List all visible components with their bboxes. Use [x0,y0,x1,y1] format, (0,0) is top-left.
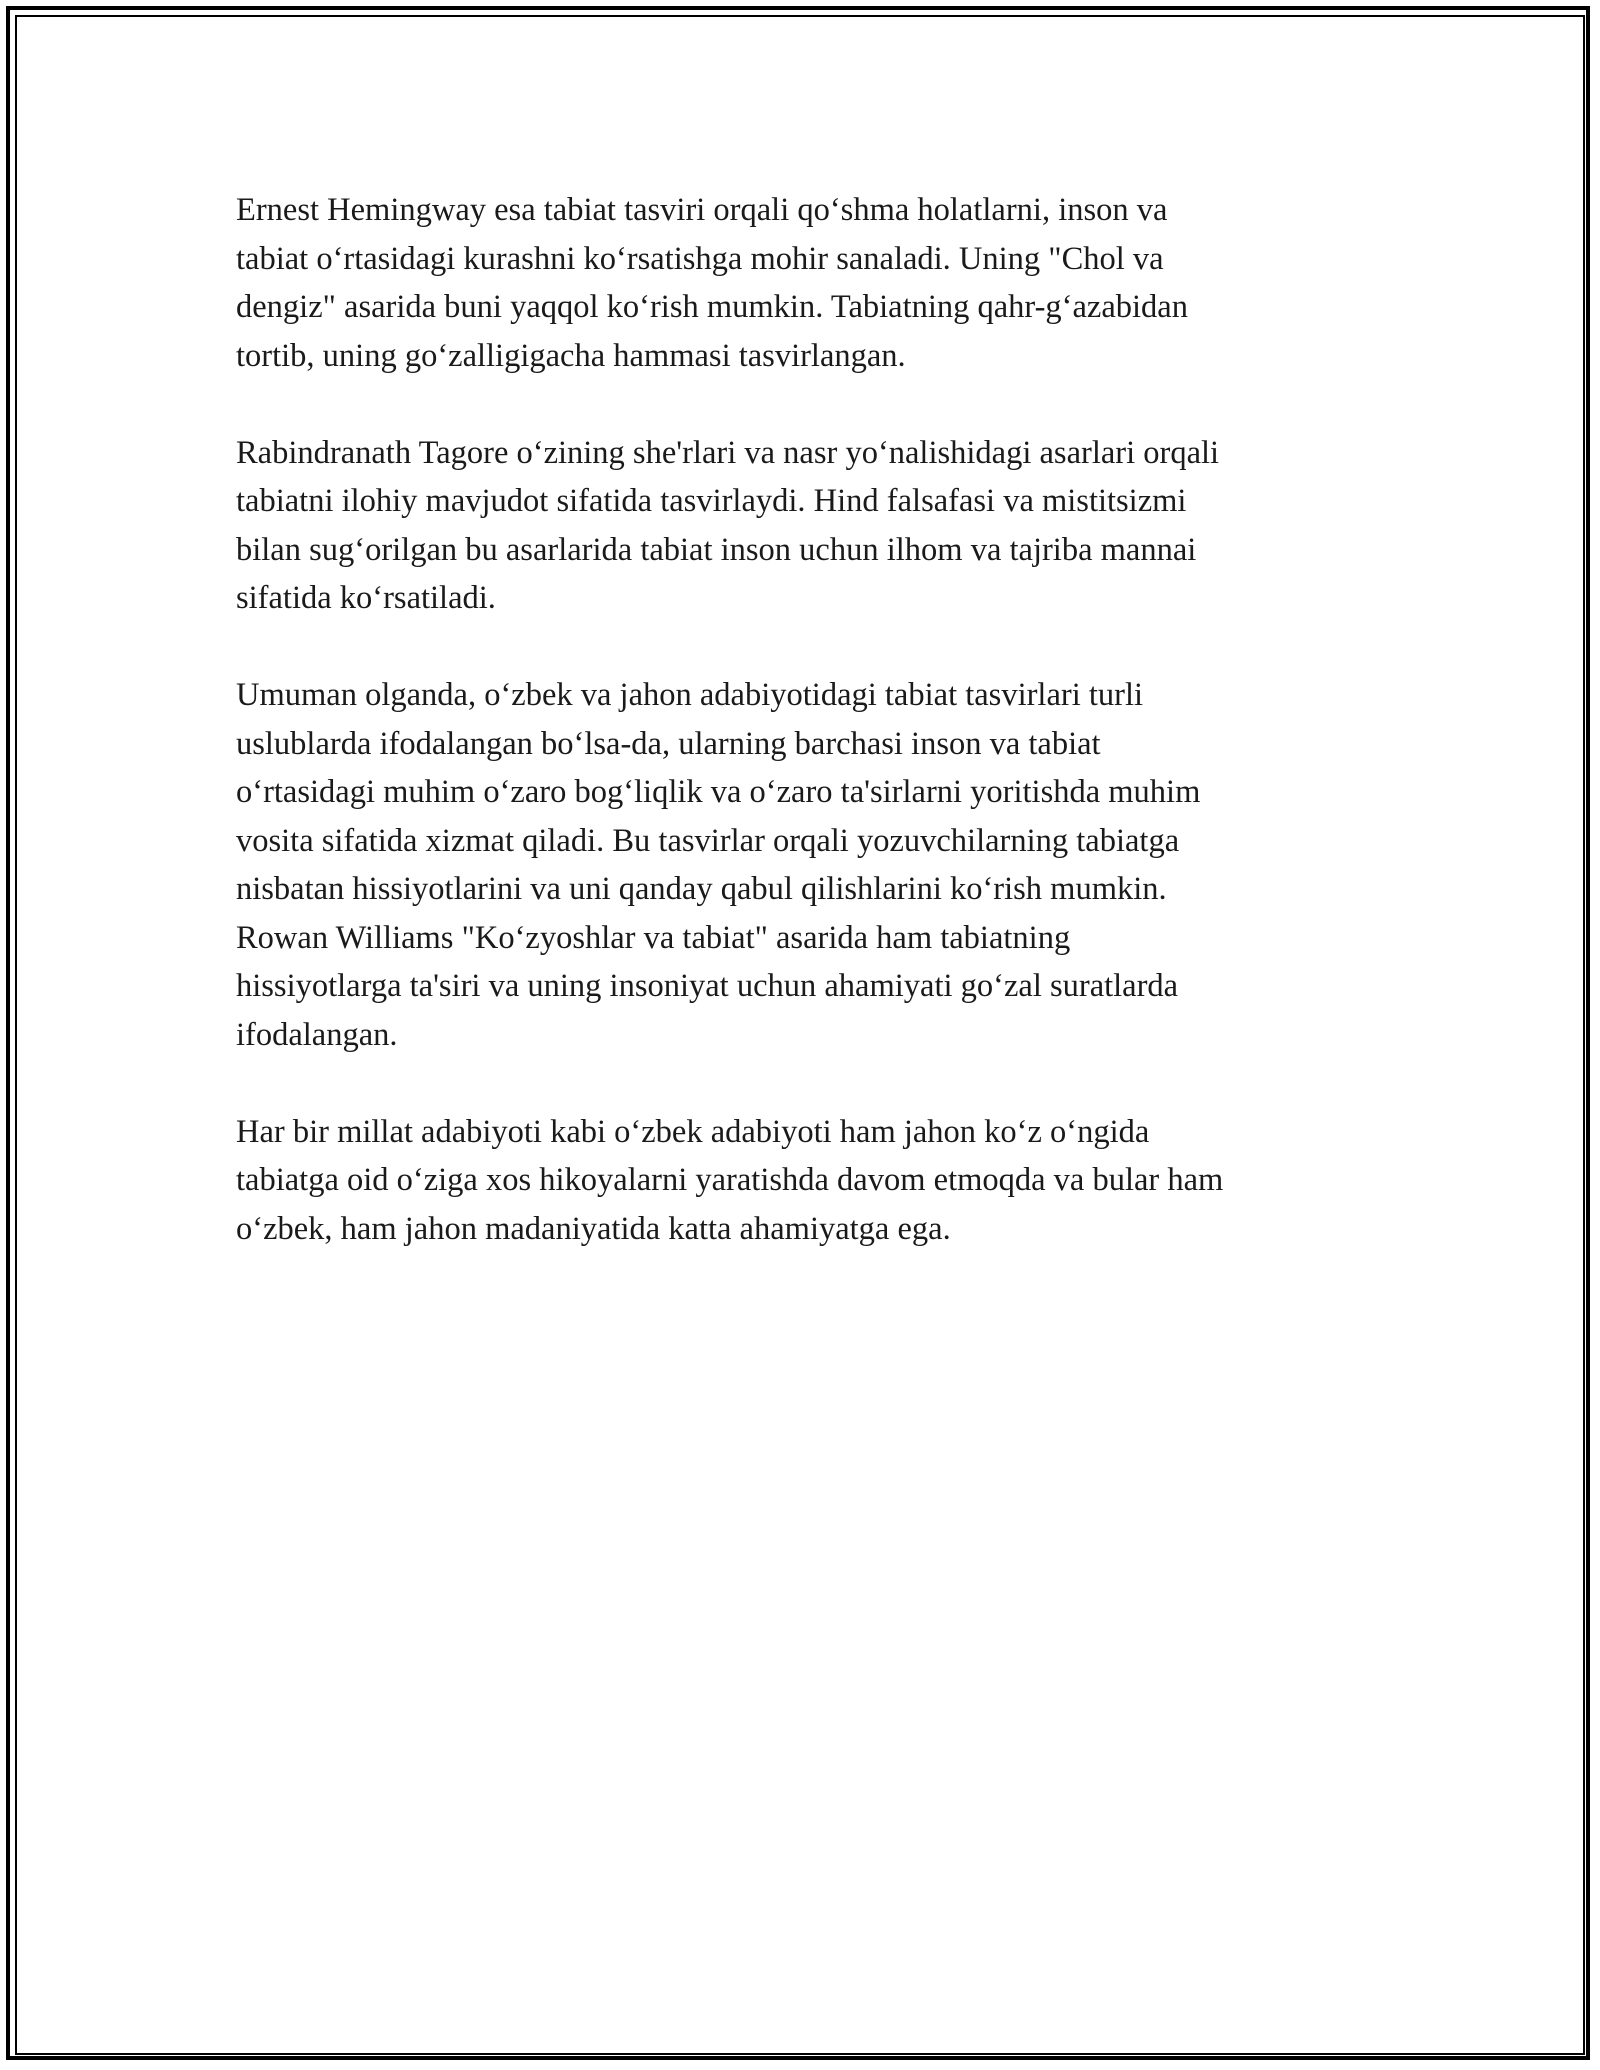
paragraph-summary: Umuman olganda, o‘zbek va jahon adabiyotidagi tabiat tasvirlari turli uslublarda ifodalangan bo‘lsa-da, ularning barchasi inson va tabiat o‘rtasidagi muhim o‘zaro bog‘liqlik va o‘zaro ta'sirlarni yoritishda muhim vosita sifatida xizmat qiladi. Bu tasvirlar orqali yozuvchilarning tabiatga nisbatan hissiyotlarini va uni qanday qabul qilishlarini ko‘rish mumkin. Rowan Williams "Ko‘zyoshlar va tabiat" asarida ham tabiatning hissiyotlarga ta'siri va uning insoniyat uchun ahamiyati go‘zal suratlarda ifodalangan. [236,677,1201,1053]
paragraph-tagore: Rabindranath Tagore o‘zining she'rlari va nasr yo‘nalishidagi asarlari orqali tabiatni ilohiy mavjudot sifatida tasvirlaydi. Hind falsafasi va mistitsizmi bilan sug‘orilgan bu asarlarida tabiat inson uchun ilhom va tajriba mannai sifatida ko‘rsatiladi. [236,434,1220,616]
document-body [236,186,1366,1253]
paragraph-hemingway: Ernest Hemingway esa tabiat tasviri orqali qo‘shma holatlarni, inson va tabiat o‘rtasidagi kurashni ko‘rsatishga mohir sanaladi. Uning "Chol va dengiz" asarida buni yaqqol ko‘rish mumkin. Tabiatning qahr-g‘azabidan tortib, uning go‘zalligigacha hammasi tasvirlangan. [236,192,1188,374]
paragraph-conclusion: Har bir millat adabiyoti kabi o‘zbek adabiyoti ham jahon ko‘z o‘ngida tabiatga oid o‘ziga xos hikoyalarni yaratishda davom etmoqda va bular ham o‘zbek, ham jahon madaniyatida katta ahamiyatga ega. [236,1113,1224,1247]
